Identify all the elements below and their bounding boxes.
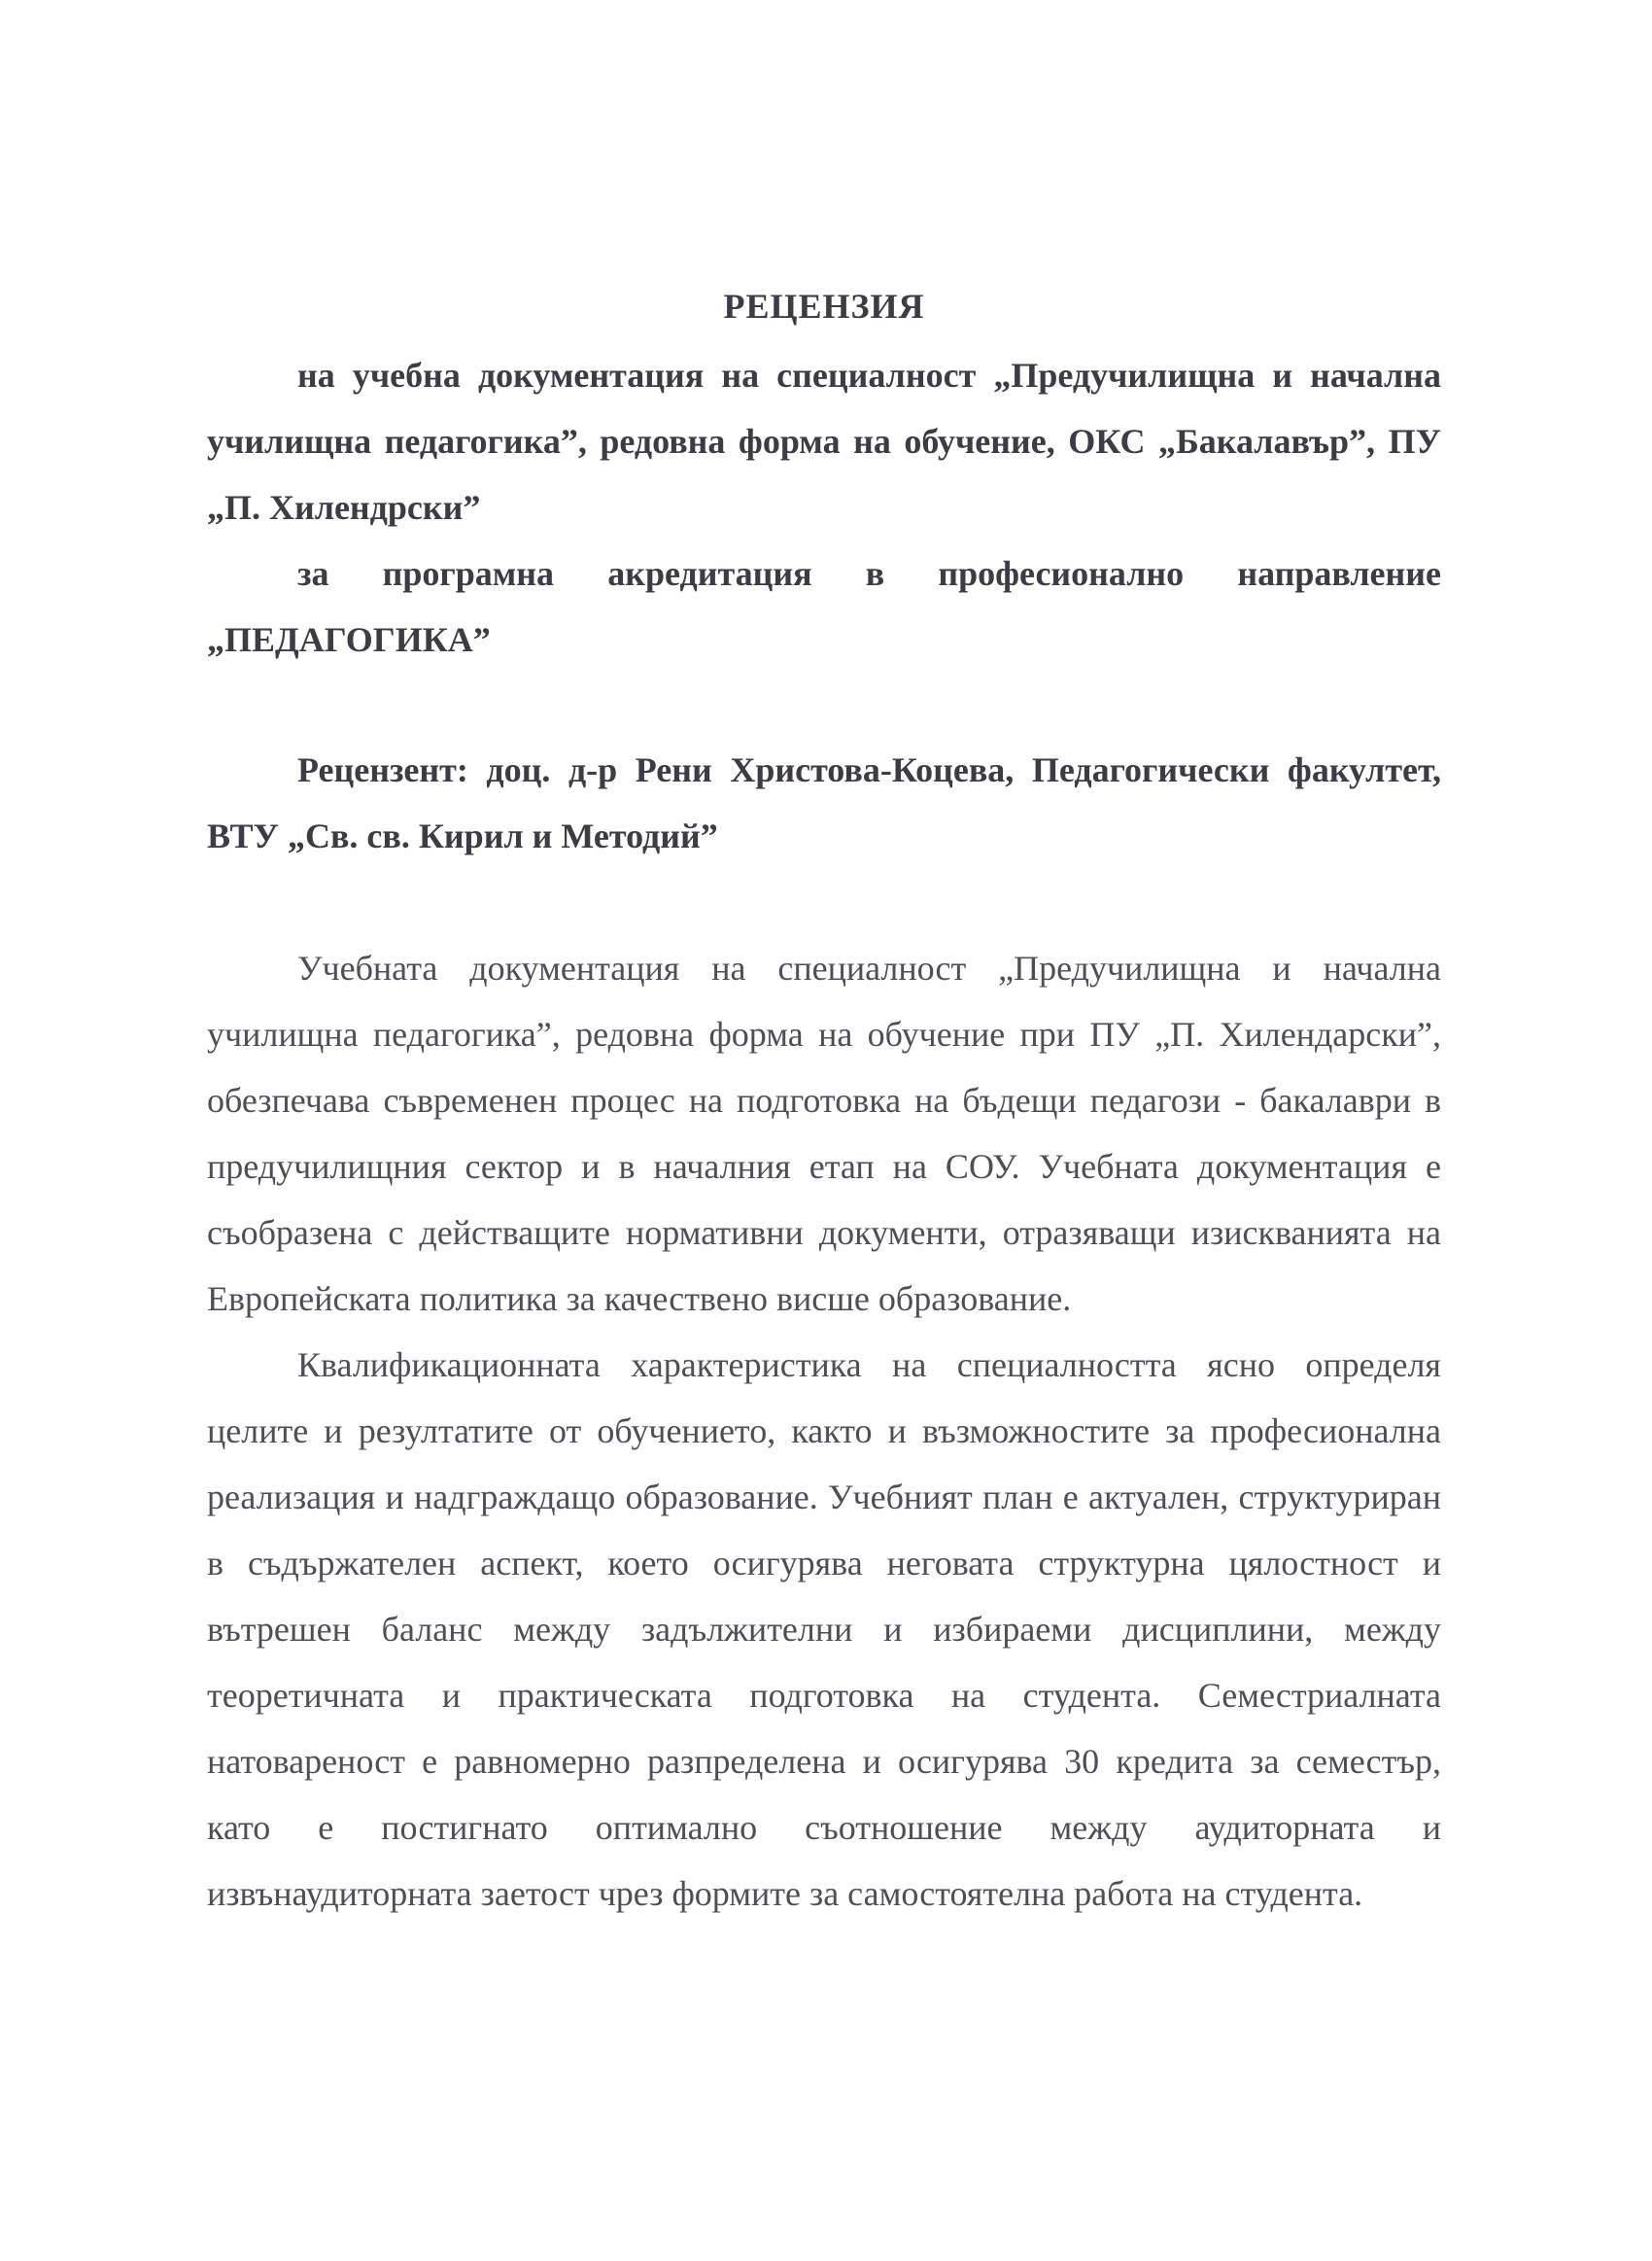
document-title: РЕЦЕНЗИЯ xyxy=(723,287,925,326)
reviewer-info: Рецензент: доц. д-р Рени Христова-Коцева, Педагогически факултет, ВТУ „Св. св. Кирил и Методий” xyxy=(207,750,1441,855)
body-paragraph-1: Учебната документация на специалност „Предучилищна и начална училищна педагогика”, редовна форма на обучение при ПУ „П. Хилендарски”, обезпечава съвременен процес на подготовка на бъдещи педагози - бакалаври в предучилищния сектор и в началния етап на СОУ. Учебната документация е съобразена с действащите нормативни документи, отразяващи изискванията на Европейската политика за качествено висше образование. xyxy=(207,949,1441,1318)
review-purpose: за програмна акредитация в професионално направление „ПЕДАГОГИКА” xyxy=(207,554,1441,659)
document-content xyxy=(207,274,1441,1927)
body-paragraph-2: Квалификационната характеристика на специалността ясно определя целите и резултатите от обучението, както и възможностите за професионална реализация и надграждащо образование. Учебният план е актуален, структуриран в съдържателен аспект, което осигурява неговата структурна цялостност и вътрешен баланс между задължителни и избираеми дисциплини, между теоретичната и практическата подготовка на студента. Семестриалната натовареност е равномерно разпределена и осигурява 30 кредита за семестър, като е постигнато оптимално съотношение между аудиторната и извънаудиторната заетост чрез формите за самостоятелна работа на студента. xyxy=(207,1345,1441,1913)
review-subject: на учебна документация на специалност „Предучилищна и начална училищна педагогика”, редовна форма на обучение, ОКС „Бакалавър”, ПУ „П. Хилендрски” xyxy=(207,356,1441,527)
